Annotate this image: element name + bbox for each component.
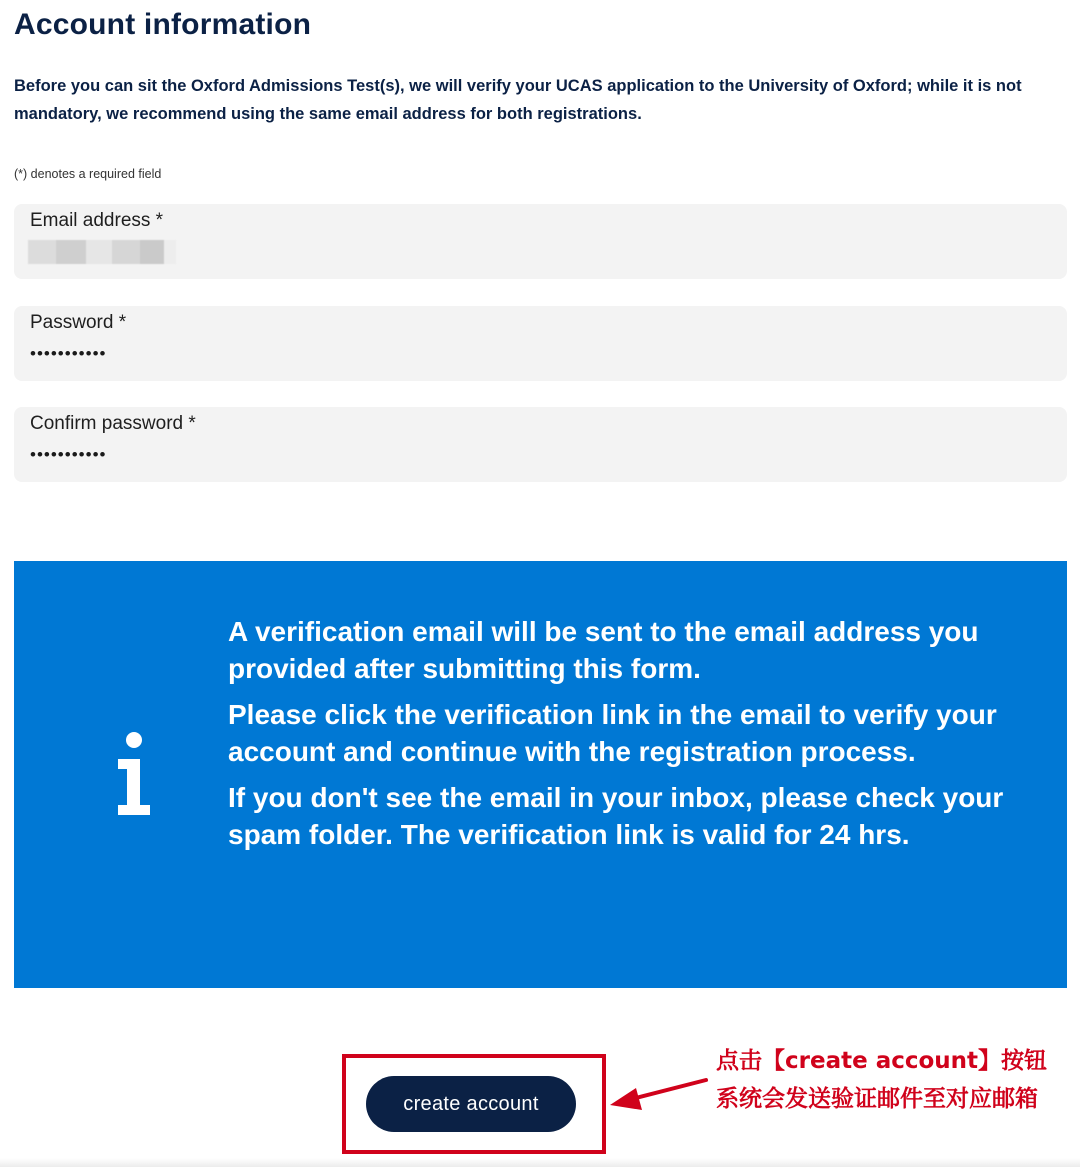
- create-account-button[interactable]: create account: [366, 1076, 576, 1132]
- info-paragraph: If you don't see the email in your inbox, please check your spam folder. The verification link is valid for 24 hrs.: [228, 782, 1004, 850]
- annotation-line: 系统会发送验证邮件至对应邮箱: [716, 1086, 1038, 1112]
- info-paragraph: Please click the verification link in the email to verify your account and continue with the registration process.: [228, 699, 997, 767]
- info-icon: [114, 731, 154, 821]
- confirm-password-value[interactable]: •••••••••••: [30, 445, 107, 464]
- bottom-fade: [0, 1158, 1080, 1167]
- info-message: [228, 613, 1018, 862]
- email-label: Email address *: [30, 210, 164, 231]
- confirm-password-label: Confirm password *: [30, 413, 196, 434]
- annotation-line: 点击【create account】按钮: [716, 1048, 1048, 1074]
- intro-text: Before you can sit the Oxford Admissions Test(s), we will verify your UCAS application to the University of Oxford; while it is not mandatory, we recommend using the same email address for both registrations.: [14, 77, 1022, 123]
- annotation-arrow-icon: [606, 1068, 710, 1118]
- password-label: Password *: [30, 312, 127, 333]
- confirm-password-field[interactable]: [14, 407, 1067, 482]
- verification-info-box: [14, 561, 1067, 988]
- email-value-redacted[interactable]: [28, 240, 176, 264]
- email-field[interactable]: [14, 204, 1067, 279]
- password-field[interactable]: [14, 306, 1067, 381]
- annotation-note: [716, 1042, 1076, 1118]
- page-title: Account information: [14, 8, 312, 41]
- password-value[interactable]: •••••••••••: [30, 344, 107, 363]
- required-field-note: (*) denotes a required field: [14, 167, 162, 181]
- info-paragraph: A verification email will be sent to the email address you provided after submitting this form.: [228, 616, 979, 684]
